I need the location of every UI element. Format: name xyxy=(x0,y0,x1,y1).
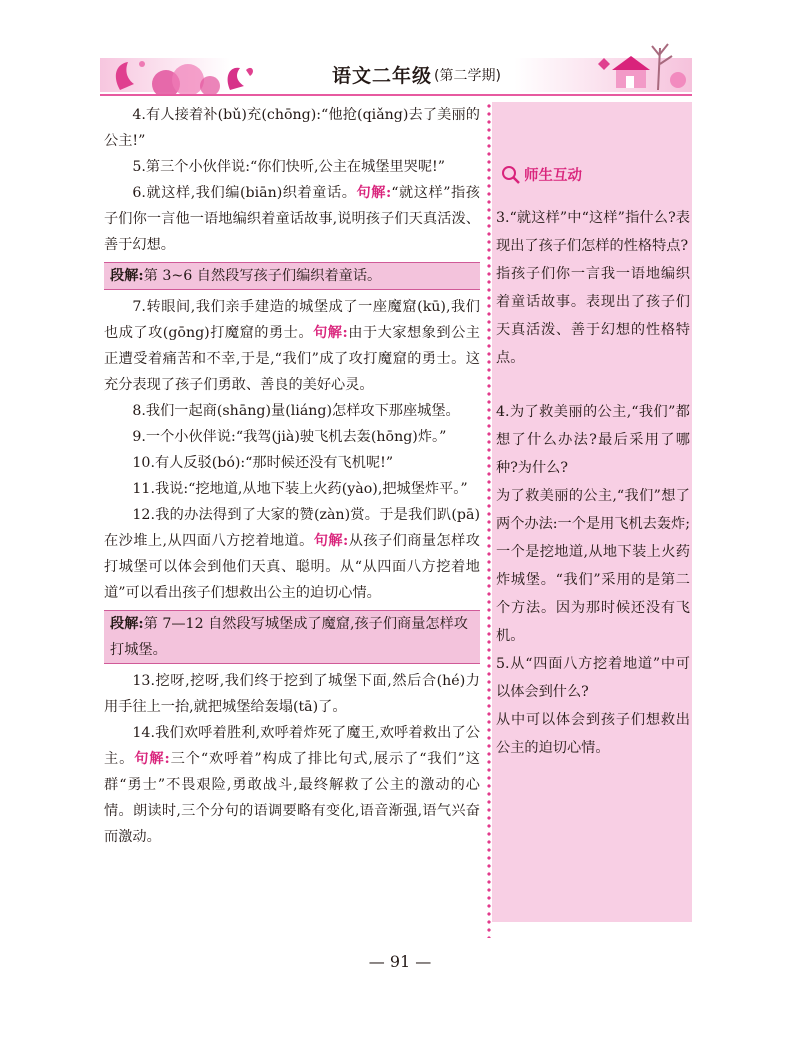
paragraph-7 xyxy=(104,294,480,398)
question-5: 5.从“四面八方挖着地道”中可以体会到什么? xyxy=(496,656,690,700)
paragraph-6-text: 6.就这样,我们编(biān)织着童话。 xyxy=(132,185,357,201)
answer-5: 从中可以体会到孩子们想救出公主的迫切心情。 xyxy=(496,712,690,756)
paragraph-12-text: 12.我的办法得到了大家的赞(zàn)赏。于是我们趴(pā)在沙堆上,从四面八方挖着地道。 xyxy=(104,507,480,549)
section-summary-2 xyxy=(104,610,480,664)
summary-label: 段解: xyxy=(110,616,144,632)
book-title: 语文二年级 xyxy=(332,65,433,87)
header-rule xyxy=(100,94,692,96)
paragraph-4: 4.有人接着补(bǔ)充(chōng):“他抢(qiǎng)去了美丽的公主!” xyxy=(104,107,480,149)
section-summary-1 xyxy=(104,262,480,290)
sentence-note-label: 句解: xyxy=(134,751,170,767)
sentence-note: 从孩子们商量怎样攻打城堡可以体会到他们天真、聪明。从“从四面八方挖着地道”可以看出孩子们想救出公主的迫切心情。 xyxy=(104,533,480,601)
sentence-note-label: 句解: xyxy=(313,533,349,549)
paragraph-10: 10.有人反驳(bó):“那时候还没有飞机呢!” xyxy=(132,455,394,471)
sidebar-qa xyxy=(496,204,690,762)
main-text-column xyxy=(104,102,480,850)
question-4: 4.为了救美丽的公主,“我们”都想了什么办法?最后采用了哪种?为什么? xyxy=(496,404,690,476)
sentence-note: 由于大家想象到公主正遭受着痛苦和不幸,于是,“我们”成了攻打魔窟的勇士。这充分表现了孩子们勇敢、善良的美好心灵。 xyxy=(104,325,480,393)
page-header xyxy=(100,36,692,96)
summary-label: 段解: xyxy=(110,268,144,284)
sentence-note: 三个“欢呼着”构成了排比句式,展示了“我们”这群“勇士”不畏艰险,勇敢战斗,最终解救了公主的激动的心情。朗读时,三个分句的语调要略有变化,语音渐强,语气兴奋而激动。 xyxy=(104,751,480,845)
paragraph-14-text: 14.我们欢呼着胜利,欢呼着炸死了魔王,欢呼着救出了公主。 xyxy=(104,725,480,767)
sentence-note: “就这样”指孩子们你一言他一语地编织着童话故事,说明孩子们天真活泼、善于幻想。 xyxy=(104,185,480,253)
paragraph-14 xyxy=(104,720,480,850)
butterfly-decoration-icon xyxy=(106,50,256,96)
paragraph-6 xyxy=(104,180,480,258)
summary-text: 第 3~6 自然段写孩子们编织着童话。 xyxy=(143,268,382,284)
sidebar-panel xyxy=(492,102,692,922)
question-3: 3.“就这样”中“这样”指什么?表现出了孩子们怎样的性格特点? xyxy=(496,210,690,254)
sidebar-heading: 师生互动 xyxy=(524,168,582,184)
paragraph-11: 11.我说:“挖地道,从地下装上火药(yào),把城堡炸平。” xyxy=(132,481,468,497)
sentence-note-label: 句解: xyxy=(313,325,348,341)
page-number: — 91 — xyxy=(368,952,432,971)
book-subtitle: (第二学期) xyxy=(434,68,501,84)
sentence-note-label: 句解: xyxy=(356,185,392,201)
paragraph-9: 9.一个小伙伴说:“我驾(jià)驶飞机去轰(hōng)炸。” xyxy=(132,429,447,445)
answer-4: 为了救美丽的公主,“我们”想了两个办法:一个是用飞机去轰炸;一个是挖地道,从地下装上火药炸城堡。“我们”采用的是第二个方法。因为那时候还没有飞机。 xyxy=(496,488,690,644)
paragraph-7-text: 7.转眼间,我们亲手建造的城堡成了一座魔窟(kū),我们也成了攻(gōng)打魔窟的勇士。 xyxy=(104,299,480,341)
paragraph-5: 5.第三个小伙伴说:“你们快听,公主在城堡里哭呢!” xyxy=(132,159,445,175)
magnifier-icon xyxy=(500,164,522,186)
paragraph-12 xyxy=(104,502,480,606)
paragraph-8: 8.我们一起商(shāng)量(liáng)怎样攻下那座城堡。 xyxy=(132,403,460,419)
paragraph-13: 13.挖呀,挖呀,我们终于挖到了城堡下面,然后合(hé)力用手往上一抬,就把城堡给轰塌(tā)了。 xyxy=(104,673,480,715)
answer-3: 指孩子们你一言我一语地编织着童话故事。表现出了孩子们天真活泼、善于幻想的性格特点。 xyxy=(496,266,690,366)
house-decoration-icon xyxy=(588,40,692,94)
summary-text: 第 7—12 自然段写城堡成了魔窟,孩子们商量怎样攻打城堡。 xyxy=(110,616,468,658)
